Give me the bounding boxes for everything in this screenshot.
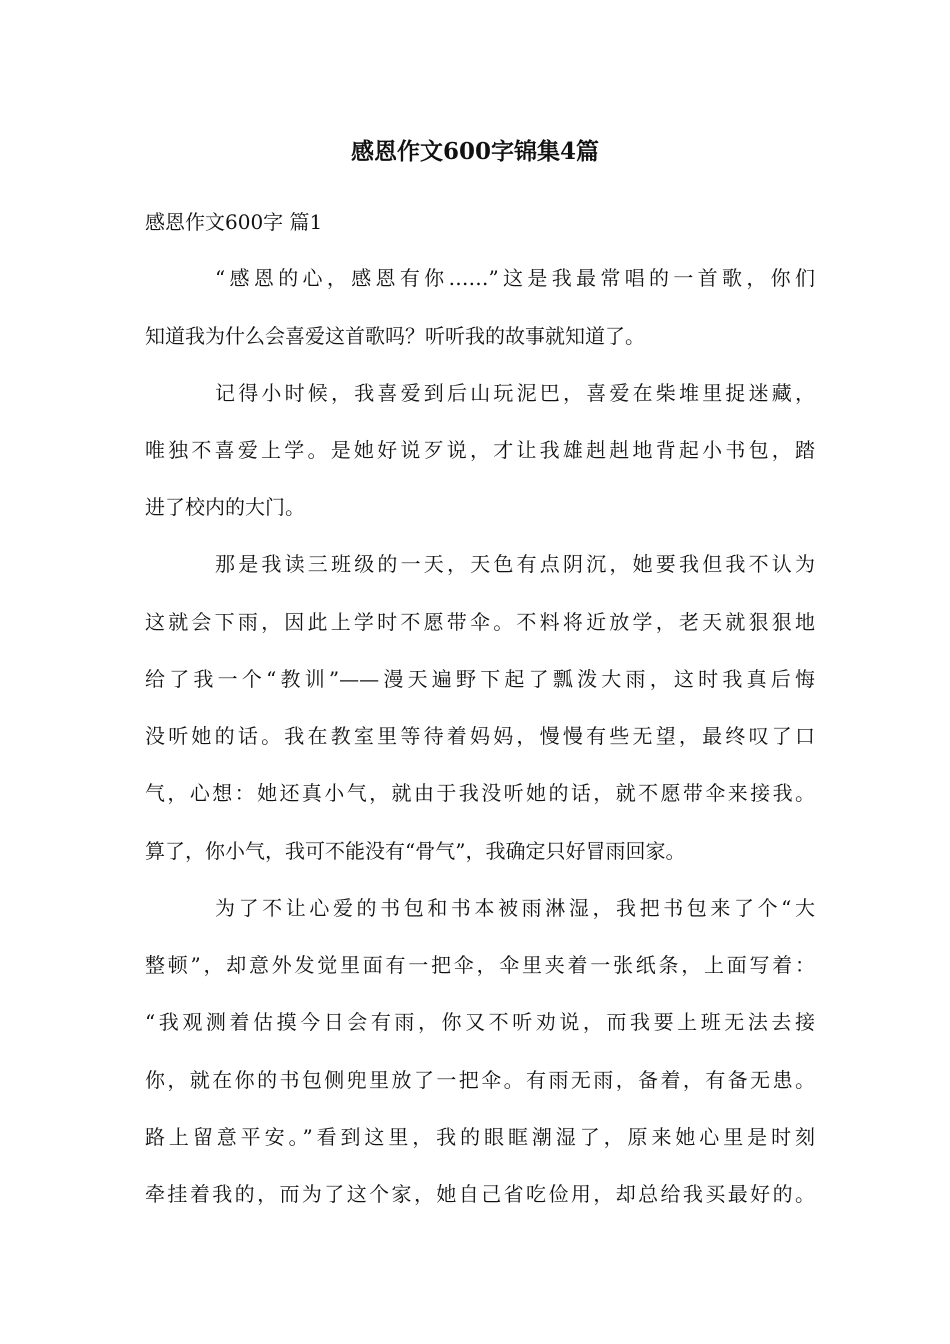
paragraph-line: “我观测着估摸今日会有雨，你又不听劝说，而我要上班无法去接 <box>145 1010 815 1034</box>
paragraph-line: 路上留意平安。”看到这里，我的眼眶潮湿了，原来她心里是时刻 <box>145 1125 815 1149</box>
paragraph-line: 记得小时候，我喜爱到后山玩泥巴，喜爱在柴堆里捉迷藏， <box>215 381 815 405</box>
document-title: 感恩作文600字锦集4篇 <box>350 138 599 165</box>
paragraph-line: 算了，你小气，我可不能没有“骨气”，我确定只好冒雨回家。 <box>145 839 686 863</box>
paragraph-line: 知道我为什么会喜爱这首歌吗？听听我的故事就知道了。 <box>145 324 645 348</box>
paragraph-line: 没听她的话。我在教室里等待着妈妈，慢慢有些无望，最终叹了口 <box>145 724 815 748</box>
paragraph-line: 进了校内的大门。 <box>145 495 305 519</box>
paragraph-line: 唯独不喜爱上学。是她好说歹说，才让我雄赳赳地背起小书包，踏 <box>145 438 815 462</box>
paragraph-line: 牵挂着我的，而为了这个家，她自己省吃俭用，却总给我买最好的。 <box>145 1182 815 1206</box>
paragraph-line: “感恩的心，感恩有你……”这是我最常唱的一首歌，你们 <box>215 266 815 290</box>
paragraph-line: 那是我读三班级的一天，天色有点阴沉，她要我但我不认为 <box>215 552 815 576</box>
paragraph-line: 给了我一个“教训”——漫天遍野下起了瓢泼大雨，这时我真后悔 <box>145 667 815 691</box>
paragraph-line: 这就会下雨，因此上学时不愿带伞。不料将近放学，老天就狠狠地 <box>145 610 815 634</box>
section-heading: 感恩作文600字 篇1 <box>145 210 323 234</box>
paragraph-line: 气，心想：她还真小气，就由于我没听她的话，就不愿带伞来接我。 <box>145 781 815 805</box>
paragraph-line: 为了不让心爱的书包和书本被雨淋湿，我把书包来了个“大 <box>215 896 815 920</box>
paragraph-line: 你，就在你的书包侧兜里放了一把伞。有雨无雨，备着，有备无患。 <box>145 1068 815 1092</box>
paragraph-line: 整顿”，却意外发觉里面有一把伞，伞里夹着一张纸条，上面写着： <box>145 953 815 977</box>
